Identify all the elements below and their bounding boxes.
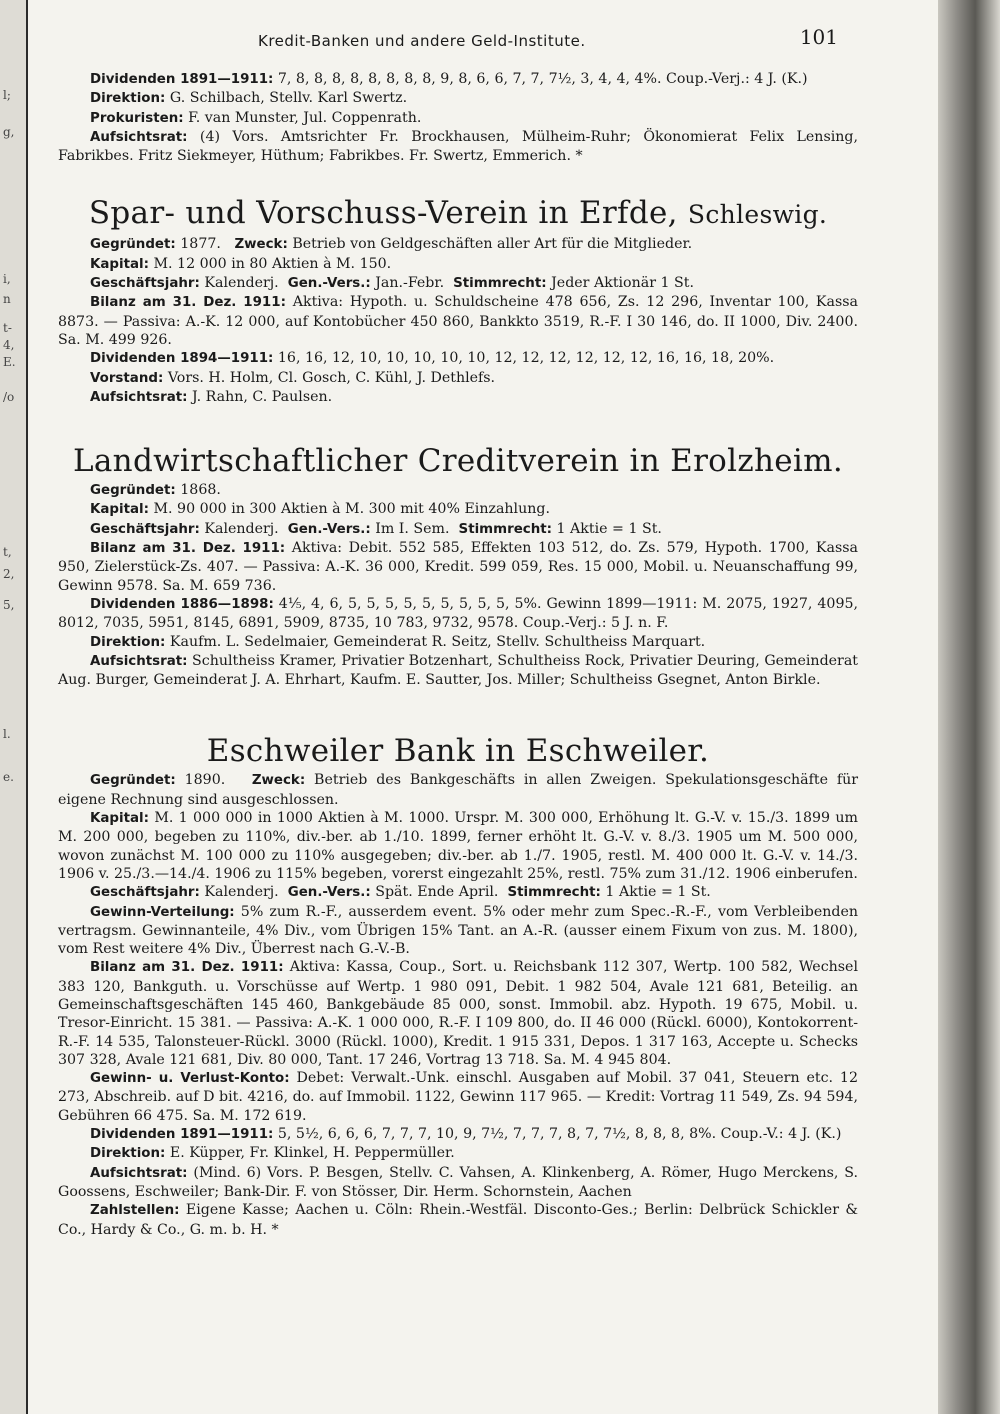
entry-line: Vorstand: Vors. H. Holm, Cl. Gosch, C. Kühl, J. Dethlefs. <box>90 369 496 386</box>
running-head <box>58 25 858 54</box>
entry-line: Kapital: M. 90 000 in 300 Aktien à M. 300 mit 40% Einzahlung. <box>90 501 550 518</box>
margin-fragment: /o <box>3 390 15 404</box>
entry-line: Dividenden 1891—1911: 5, 5½, 6, 6, 6, 7, 7, 7, 10, 9, 7½, 7, 7, 7, 8, 7, 7½, 8, 8, 8, 8%. Coup.-V.: 4 J. (K.) <box>90 1126 842 1143</box>
entry-title: Eschweiler Bank in Eschweiler. <box>206 733 710 770</box>
margin-fragment: l; <box>3 88 11 102</box>
entry-line: Gegründet: 1877. Zweck: Betrieb von Geldgeschäften aller Art für die Mitglieder. <box>90 236 693 253</box>
margin-fragment: 4, <box>3 338 15 352</box>
entry-line: Bilanz am 31. Dez. 1911: Aktiva: Hypoth. u. Schuldscheine 478 656, Zs. 12 296, Inventar 100, Kassa 8873. — Passiva: A.-K. 12 000, auf Kontobücher 450 860, Bankkto 3519, R.-F. I 30 146, do. II 1000, Div. 2400. Sa. M. 499 926. <box>58 294 858 348</box>
margin-fragment: t- <box>3 321 12 335</box>
entry-line: Direktion: E. Küpper, Fr. Klinkel, H. Peppermüller. <box>90 1145 455 1162</box>
margin-fragment: n <box>3 292 11 306</box>
margin-fragment: 2, <box>3 567 15 581</box>
entry-line: Prokuristen: F. van Munster, Jul. Coppenrath. <box>90 109 422 126</box>
entry-line: Geschäftsjahr: Kalenderj. Gen.-Vers.: Jan.-Febr. Stimmrecht: Jeder Aktionär 1 St. <box>90 275 694 292</box>
entry-eschweiler-bank <box>58 731 858 1238</box>
margin-fragment: 5, <box>3 598 15 612</box>
entry-line: Gegründet: 1868. <box>90 482 221 499</box>
page-number: 101 <box>799 25 838 49</box>
margin-fragment: e. <box>3 770 14 784</box>
entry-line: Gewinn-Verteilung: 5% zum R.-F., ausserdem event. 5% oder mehr zum Spec.-R.-F., vom Verbleibenden vertragsm. Gewinnanteile, 4% Div., vom Übrigen 15% Tant. an A.-R. (ausser einem Fixum von zus. M. 1800), vom Rest weitere 4% Div., Überrest nach G.-V.-B. <box>58 903 858 958</box>
entry-title: Spar- und Vorschuss-Verein in Erfde, Schleswig. <box>88 195 828 232</box>
entry-line: Kapital: M. 1 000 000 in 1000 Aktien à M. 1000. Urspr. M. 300 000, Erhöhung lt. G.-V. v. 15./3. 1899 um M. 200 000, begeben zu 110%, div.-ber. ab 1./10. 1899, ferner erhöht lt. G.-V. v. 8./3. 1905 um M. 500 000, wovon zunächst M. 100 000 zu 110% ausgegeben; div.-ber. ab 1./7. 1905, restl. M. 400 000 lt. G.-V. v. 14./3. 1906 v. 25./3.—14./4. 1906 zu 115% begeben, vorerst eingezahlt 25%, restl. 75% zum 31./12. 1906 einberufen. <box>58 810 858 882</box>
entry-landwirtschaftlicher-creditverein-erolzheim <box>58 441 858 689</box>
entry-line: Dividenden 1886—1898: 4⅕, 4, 6, 5, 5, 5, 5, 5, 5, 5, 5, 5, 5%. Gewinn 1899—1911: M. 2075, 1927, 4095, 8012, 7035, 5951, 8145, 6891, 5909, 8735, 10 783, 9732, 9578. Coup.-Verj.: 5 J. n. F. <box>58 595 859 632</box>
adjacent-page-strip <box>0 0 28 1414</box>
entry-line: Dividenden 1891—1911: 7, 8, 8, 8, 8, 8, 8, 8, 8, 9, 8, 6, 6, 7, 7, 7½, 3, 4, 4, 4%. Coup.-Verj.: 4 J. (K.) <box>90 71 808 87</box>
entry-line: Geschäftsjahr: Kalenderj. Gen.-Vers.: Spät. Ende April. Stimmrecht: 1 Aktie = 1 St. <box>90 884 711 901</box>
margin-fragment: i, <box>3 272 11 286</box>
margin-fragment: g, <box>3 125 15 139</box>
page-binding-edge <box>938 0 1000 1414</box>
entry-line: Gegründet: 1890. Zweck: Betrieb des Bankgeschäfts in allen Zweigen. Spekulationsgeschäfte für eigene Rechnung sind ausgeschlossen. <box>58 772 858 808</box>
entry-spar-und-vorschuss-verein-erfde <box>58 193 858 407</box>
margin-fragment: t, <box>3 545 12 559</box>
margin-fragment: E. <box>3 355 16 369</box>
entry-line: Bilanz am 31. Dez. 1911: Aktiva: Kassa, Coup., Sort. u. Reichsbank 112 307, Wertp. 100 582, Wechsel 383 120, Bankguth. u. Vorschüsse auf Wertp. 1 980 091, Debit. 1 982 504, Avale 121 681, Beteilig. an Gemeinschaftsgeschäften 145 460, Bankgebäude 85 000, sonst. Immobil. abz. Hypoth. 19 675, Mobil. u. Tresor-Einricht. 15 381. — Passiva: A.-K. 1 000 000, R.-F. I 109 800, do. II 46 000 (Rückl. 6000), Kontokorrent-R.-F. 14 535, Talonsteuer-Rückl. 3000 (Rückl. 1000), Kredit. 1 915 331, Depos. 1 317 163, Accepte u. Schecks 307 328, Avale 121 681, Div. 80 000, Tant. 17 246, Vortrag 13 718. Sa. M. 4 945 804. <box>58 959 858 1068</box>
entry-title: Landwirtschaftlicher Creditverein in Erolzheim. <box>73 443 843 480</box>
entry-line: Bilanz am 31. Dez. 1911: Aktiva: Debit. 552 585, Effekten 103 512, do. Zs. 579, Hypoth. 1700, Kassa 950, Zielerstück-Zs. 407. — Passiva: A.-K. 36 000, Kredit. 599 059, Res. 15 000, Mobil. u. Neuanschaffung 99, Gewinn 9578. Sa. M. 659 736. <box>58 540 858 594</box>
entry-line: Direktion: Kaufm. L. Sedelmaier, Gemeinderat R. Seitz, Stellv. Schultheiss Marquart. <box>90 633 706 650</box>
margin-fragment: l. <box>3 727 11 741</box>
entry-line: Aufsichtsrat: (Mind. 6) Vors. P. Besgen, Stellv. C. Vahsen, A. Klinkenberg, A. Römer, Hugo Merckens, S. Goossens, Eschweiler; Bank-Dir. F. von Stösser, Dir. Herm. Schornstein, Aachen <box>58 1164 858 1200</box>
entry-line: Aufsichtsrat: J. Rahn, C. Paulsen. <box>90 388 333 405</box>
running-head-title: Kredit-Banken und andere Geld-Institute. <box>258 32 586 50</box>
entry-line: Direktion: G. Schilbach, Stellv. Karl Swertz. <box>90 90 408 107</box>
entry-line: Kapital: M. 12 000 in 80 Aktien à M. 150. <box>90 255 392 272</box>
entry-line: Gewinn- u. Verlust-Konto: Debet: Verwalt.-Unk. einschl. Ausgaben auf Mobil. 37 041, Steuern etc. 12 273, Abschreib. auf D bit. 4216, do. auf Immobil. 1122, Gewinn 117 965. — Kredit: Vortrag 11 549, Zs. 94 594, Gebühren 66 475. Sa. M. 172 619. <box>58 1070 858 1124</box>
entry-line: Dividenden 1894—1911: 16, 16, 12, 10, 10, 10, 10, 10, 12, 12, 12, 12, 12, 12, 16, 16, 18, 20%. <box>90 350 775 367</box>
entry-line: Aufsichtsrat: (4) Vors. Amtsrichter Fr. Brockhausen, Mülheim-Ruhr; Ökonomierat Felix Lensing, Fabrikbes. Fritz Siekmeyer, Hüthum; Fabrikbes. Fr. Swertz, Emmerich. * <box>58 128 858 165</box>
entry-continuation <box>58 70 858 165</box>
entry-line: Zahlstellen: Eigene Kasse; Aachen u. Cöln: Rhein.-Westfäl. Disconto-Ges.; Berlin: Delbrück Schickler & Co., Hardy & Co., G. m. b. H. * <box>58 1202 858 1238</box>
entry-line: Aufsichtsrat: Schultheiss Kramer, Privatier Botzenhart, Schultheiss Rock, Privatier Deuring, Gemeinderat Aug. Burger, Gemeinderat J. A. Ehrhart, Kaufm. E. Sautter, Jos. Miller; Schultheiss Gsegnet, Anton Birkle. <box>58 652 858 689</box>
page-content <box>58 25 859 1239</box>
entry-line: Geschäftsjahr: Kalenderj. Gen.-Vers.: Im I. Sem. Stimmrecht: 1 Aktie = 1 St. <box>90 520 662 537</box>
